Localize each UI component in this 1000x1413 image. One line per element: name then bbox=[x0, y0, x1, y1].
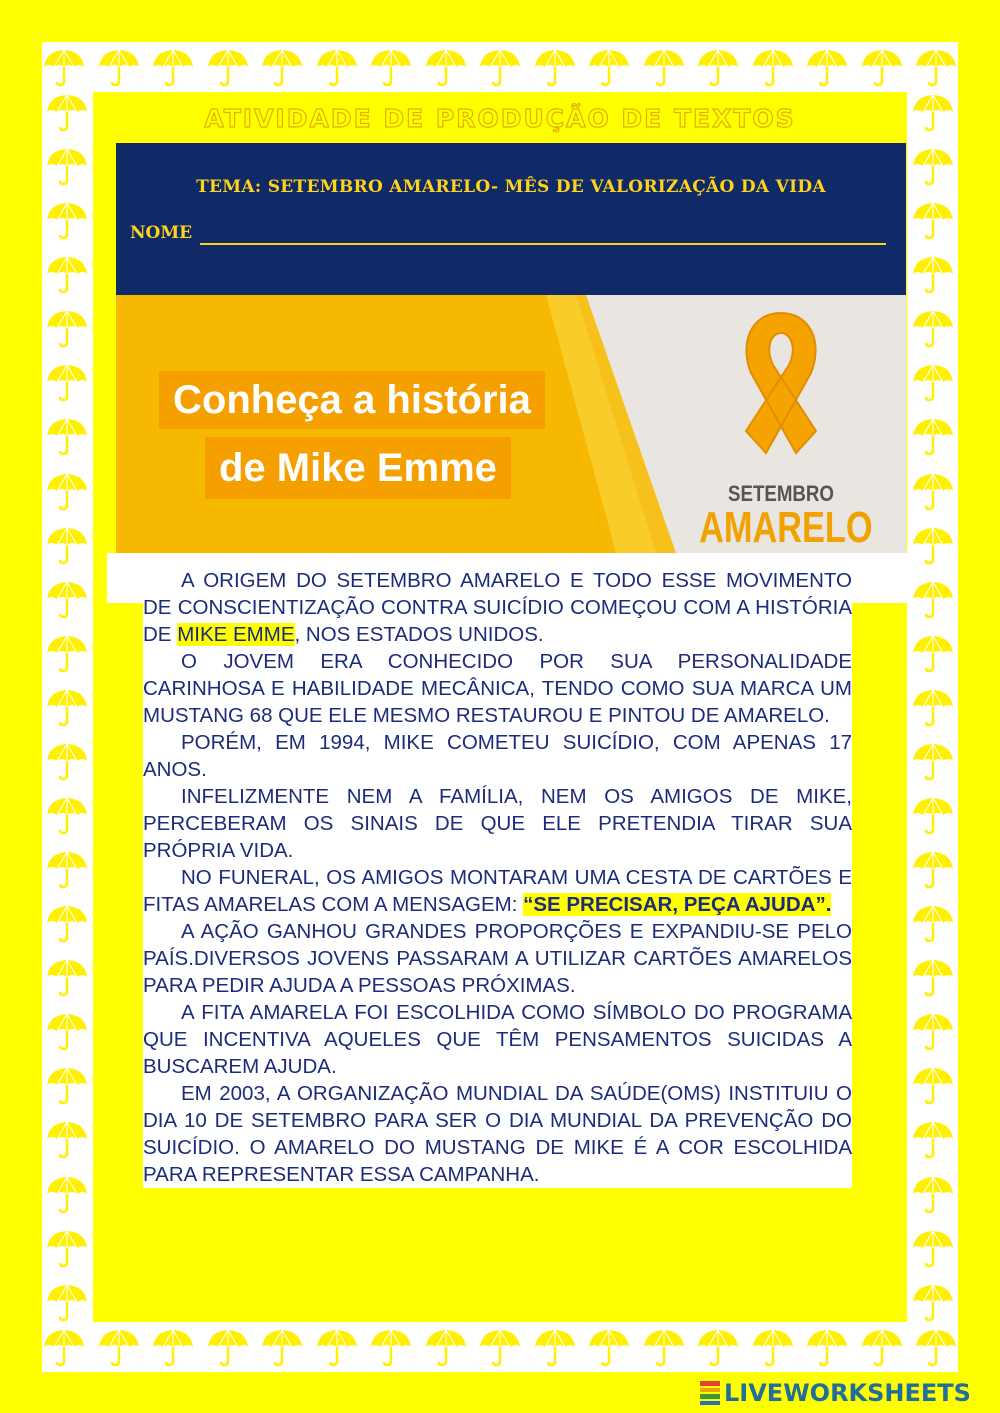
umbrella-icon bbox=[751, 47, 795, 87]
umbrella-icon bbox=[911, 146, 955, 186]
liveworksheets-logo[interactable] bbox=[700, 1378, 971, 1408]
paragraph-8: EM 2003, A ORGANIZAÇÃO MUNDIAL DA SAÚDE(OMS) INSTITUIU O DIA 10 DE SETEMBRO PARA SER O DIA MUNDIAL DA PREVENÇÃO DO SUICÍDIO. O AMARELO DO MUSTANG DE MIKE É A COR ESCOLHIDA PARA REPRESENTAR ESSA CAMPANHA. bbox=[143, 1082, 852, 1186]
umbrella-icon bbox=[45, 362, 89, 402]
name-line[interactable] bbox=[200, 243, 886, 245]
umbrella-icon bbox=[478, 1327, 522, 1367]
umbrella-icon bbox=[911, 1011, 955, 1051]
name-field[interactable] bbox=[130, 221, 890, 251]
banner-image bbox=[116, 295, 906, 553]
umbrella-icon bbox=[424, 47, 468, 87]
umbrella-icon bbox=[911, 200, 955, 240]
umbrella-icon bbox=[206, 1327, 250, 1367]
umbrella-icon bbox=[45, 795, 89, 835]
highlight-message: “SE PRECISAR, PEÇA AJUDA”. bbox=[523, 893, 832, 916]
umbrella-icon bbox=[860, 47, 904, 87]
name-label: NOME bbox=[130, 223, 193, 243]
umbrella-icon bbox=[911, 741, 955, 781]
paragraph-7: A FITA AMARELA FOI ESCOLHIDA COMO SÍMBOLO DO PROGRAMA QUE INCENTIVA AQUELES QUE TÊM PENSAMENTOS SUICIDAS A BUSCAREM AJUDA. bbox=[143, 1001, 852, 1078]
page-title: ATIVIDADE DE PRODUÇÃO DE TEXTOS bbox=[204, 104, 796, 133]
umbrella-icon bbox=[642, 1327, 686, 1367]
umbrella-icon bbox=[97, 47, 141, 87]
paragraph-6: A AÇÃO GANHOU GRANDES PROPORÇÕES E EXPANDIU-SE PELO PAÍS.DIVERSOS JOVENS PASSARAM A UTILIZAR CARTÕES AMARELOS PARA PEDIR AJUDA A PESSOAS PRÓXIMAS. bbox=[143, 920, 852, 997]
paragraph-1 bbox=[143, 567, 852, 648]
umbrella-icon bbox=[45, 1174, 89, 1214]
umbrella-icon bbox=[45, 1065, 89, 1105]
umbrella-icon bbox=[696, 1327, 740, 1367]
umbrella-icon bbox=[45, 741, 89, 781]
umbrella-icon bbox=[911, 471, 955, 511]
umbrella-icon bbox=[45, 146, 89, 186]
umbrella-icon bbox=[260, 47, 304, 87]
umbrella-icon bbox=[751, 1327, 795, 1367]
umbrella-icon bbox=[911, 1119, 955, 1159]
umbrella-icon bbox=[315, 47, 359, 87]
umbrella-icon bbox=[478, 47, 522, 87]
umbrella-icon bbox=[45, 1282, 89, 1322]
banner-headline-2: de Mike Emme bbox=[205, 437, 511, 499]
umbrella-icon bbox=[911, 525, 955, 565]
umbrella-icon bbox=[805, 47, 849, 87]
umbrella-border-left bbox=[42, 92, 92, 1322]
awareness-ribbon-icon bbox=[721, 303, 841, 473]
umbrella-icon bbox=[369, 47, 413, 87]
header-box bbox=[116, 143, 906, 295]
umbrella-icon bbox=[45, 1228, 89, 1268]
setembro-label: SETEMBRO bbox=[728, 481, 834, 506]
umbrella-border-top bbox=[42, 42, 958, 92]
liveworksheets-icon bbox=[700, 1380, 720, 1406]
amarelo-label: AMARELO bbox=[699, 503, 873, 552]
umbrella-icon bbox=[911, 579, 955, 619]
umbrella-icon bbox=[914, 1327, 958, 1367]
umbrella-icon bbox=[911, 633, 955, 673]
umbrella-icon bbox=[45, 416, 89, 456]
umbrella-icon bbox=[860, 1327, 904, 1367]
paragraph-2: O JOVEM ERA CONHECIDO POR SUA PERSONALIDADE CARINHOSA E HABILIDADE MECÂNICA, TENDO COMO SUA MARCA UM MUSTANG 68 QUE ELE MESMO RESTAUROU E PINTOU DE AMARELO. bbox=[143, 650, 852, 727]
umbrella-icon bbox=[533, 47, 577, 87]
umbrella-icon bbox=[911, 92, 955, 132]
umbrella-icon bbox=[42, 47, 86, 87]
umbrella-icon bbox=[911, 903, 955, 943]
umbrella-icon bbox=[911, 308, 955, 348]
umbrella-border-right bbox=[908, 92, 958, 1322]
umbrella-icon bbox=[45, 579, 89, 619]
umbrella-icon bbox=[642, 47, 686, 87]
umbrella-icon bbox=[151, 1327, 195, 1367]
umbrella-icon bbox=[45, 903, 89, 943]
umbrella-icon bbox=[97, 1327, 141, 1367]
umbrella-icon bbox=[911, 1282, 955, 1322]
paragraph-5-text: NO FUNERAL, OS AMIGOS MONTARAM UMA CESTA DE CARTÕES E FITAS AMARELAS COM A MENSAGEM: bbox=[143, 866, 852, 916]
umbrella-icon bbox=[911, 416, 955, 456]
umbrella-icon bbox=[914, 47, 958, 87]
umbrella-icon bbox=[911, 1228, 955, 1268]
umbrella-icon bbox=[424, 1327, 468, 1367]
theme-heading: TEMA: SETEMBRO AMARELO- MÊS DE VALORIZAÇÃO DA VIDA bbox=[196, 177, 826, 197]
umbrella-icon bbox=[911, 687, 955, 727]
umbrella-icon bbox=[911, 957, 955, 997]
umbrella-icon bbox=[151, 47, 195, 87]
umbrella-icon bbox=[911, 362, 955, 402]
paragraph-4: INFELIZMENTE NEM A FAMÍLIA, NEM OS AMIGOS DE MIKE, PERCEBERAM OS SINAIS DE QUE ELE PRETENDIA TIRAR SUA PRÓPRIA VIDA. bbox=[143, 785, 852, 862]
umbrella-icon bbox=[696, 47, 740, 87]
paragraph-5 bbox=[143, 864, 852, 918]
umbrella-icon bbox=[533, 1327, 577, 1367]
umbrella-icon bbox=[45, 200, 89, 240]
umbrella-icon bbox=[45, 1011, 89, 1051]
article-text bbox=[143, 567, 852, 1188]
logo-text: LIVEWORKSHEETS bbox=[724, 1379, 971, 1407]
paragraph-1-end: , NOS ESTADOS UNIDOS. bbox=[294, 623, 544, 646]
umbrella-icon bbox=[45, 687, 89, 727]
umbrella-icon bbox=[911, 795, 955, 835]
umbrella-icon bbox=[45, 1119, 89, 1159]
umbrella-icon bbox=[45, 471, 89, 511]
umbrella-border-bottom bbox=[42, 1322, 958, 1372]
umbrella-icon bbox=[45, 92, 89, 132]
umbrella-icon bbox=[315, 1327, 359, 1367]
umbrella-icon bbox=[45, 308, 89, 348]
umbrella-icon bbox=[45, 525, 89, 565]
banner-headline-1: Conheça a história bbox=[159, 371, 545, 429]
umbrella-icon bbox=[911, 1174, 955, 1214]
umbrella-icon bbox=[911, 254, 955, 294]
umbrella-icon bbox=[587, 1327, 631, 1367]
highlight-mike-emme: MIKE EMME bbox=[177, 623, 295, 646]
umbrella-icon bbox=[369, 1327, 413, 1367]
umbrella-icon bbox=[42, 1327, 86, 1367]
umbrella-icon bbox=[911, 849, 955, 889]
umbrella-icon bbox=[587, 47, 631, 87]
umbrella-icon bbox=[45, 254, 89, 294]
umbrella-icon bbox=[260, 1327, 304, 1367]
umbrella-icon bbox=[45, 633, 89, 673]
umbrella-icon bbox=[45, 849, 89, 889]
umbrella-icon bbox=[911, 1065, 955, 1105]
paragraph-3: PORÉM, EM 1994, MIKE COMETEU SUICÍDIO, COM APENAS 17 ANOS. bbox=[143, 731, 852, 781]
umbrella-icon bbox=[805, 1327, 849, 1367]
umbrella-icon bbox=[206, 47, 250, 87]
paragraph-1-text: A ORIGEM DO SETEMBRO AMARELO E TODO ESSE MOVIMENTO DE CONSCIENTIZAÇÃO CONTRA SUICÍDIO COMEÇOU COM A HISTÓRIA DE bbox=[143, 569, 852, 646]
umbrella-icon bbox=[45, 957, 89, 997]
